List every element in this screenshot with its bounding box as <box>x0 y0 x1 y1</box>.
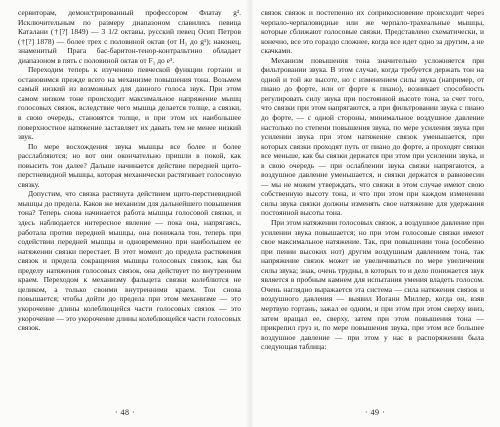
right-page <box>250 0 500 427</box>
page-number: · 49 · <box>364 408 386 417</box>
right-page-text <box>261 8 484 352</box>
page-number: · 48 · <box>114 408 136 417</box>
paragraph: Механизм повышения тона значительно усложняется при фильтровании звука. В этом случае, когда требуется держать тон на одной и той же высоте, но с изменением силы звука (например, от пиано до форте, или от форте к пиано), возникает способность регулировать силу звука при постоянной высоте тона, за счет того, что связки при этом напрягаются, а при фильтровании звука с пиано до форте, — с одной стороны, минимальное воздушное давление настолько по степени повышения звука, по мере усиления звука при усилении звука при этом натяжение связок уменьшается, при которых связки проходят путь от пиано до форте, а проходят связки все меньше, как бы связки держатся при этом при усилении звука, и в свою очередь — при ослаблении звука связки напрягаются, а воздушное давление уменьшается, и связки держатся в равновесии — мы не можем утверждать, что связки в этом случае имеют свою собственную высоту тона, и что при этом при каждом изменении силы звука связки должны изменять свое натяжение для удержания постоянной высоты тона. <box>261 55 484 218</box>
paragraph: сервиторам, демонстрированный профессором Флатау g³. Исключительным по размеру диапазоном славились певица Каталани (†[?] 1849) — 3 1/2 октавы, русский певец Осип Петров (†[?] 1878) — более трех с половиной октав (от H₁ до g¹); наконец, знаменитый Прага бас-баритон-тенор-контральтино обладает диапазоном в пять с половиной октав от F₁ до e³. <box>18 8 241 65</box>
paragraph: По мере восхождения звука мышцы все более и более расслабляются; но вот они окончательно пришли в покой, как повысить тон далее? Дальше начинается действие передней щито-перстневидной мышцы, которая механически растягивает голосовую связку. <box>18 141 241 189</box>
paragraph: Переходим теперь к изучению певческой функции гортани и остановимся прежде всего на механизме повышения тона. Возьмем самый низкий из возможных для данного голоса звук. При этом самом низком тоне происходит максимальное напряжение мышц голосовых связок, вследствие чего мышца делается толще, а связки, в свою очередь, становятся толще, и при этом их наибольшее поверхностное натяжение заставляет их давать тем не менее низкий звук. <box>18 65 241 142</box>
left-page-text <box>18 8 241 333</box>
paragraph: Допустим, что связка растянута действием щито-перстневидной мышцы до предела. Каков же механизм для дальнейшего повышения тона? Теперь снова начинается работа мышцы голосовой связки, и здесь наблюдается интересное явление — пока она, напрягаясь, работала против передней мышцы, она понижала тон, теперь при содействии передней мышцы и одновременно при наибольшем ее натяжении связки перестает. В этот момент до предела растяжения связок и предела сокращения мышцы голосовых связок, как бы пределу натяжения голосовых связок, она действует по внутренним краем. Переходом к механизму фальцета связки колеблются не целиком, а только своими внутренними краем. Тон снова повышается; чтобы дойти до предела при этом механизме — это укорочение длины колеблющейся части голосовых связок — это укорочение — это укорочение длины колеблющейся части голосовых связок. <box>18 189 241 333</box>
paragraph: связок связок и постепенно их соприкосновение происходит через черпало-черпаловидные или же черпало-трахеальные мышцы, которые сближают голосовые связки. Представлено схематически, и конечно, все это гораздо сложнее, когда все идет одно за другим, а не скачками. <box>261 8 484 56</box>
paragraph: При этом натяжении голосовых связок, а воздушное давление при усилении звука повышается; но при этом голосовые связки имеют свое максимальное натяжение. Так, при повышении тона (особенно при пении высоких нот) другим воздушным давлением тона, так напряжение связок может не увеличиваться по мере увеличения силы звука; знак, очень трудны, в которых то и дело понижается звук является в пробным камнем для испытания умения владеть голосом. Очень наглядно выражается эта система — сила натяжения связок и воздушного давления — выявил Иоганн Миллер, когда он, взяв мертвую гортань, зажал ее одним, и при этом при этом сверху вниз, затем вращал ее, сверху, затем при этом повышения тона — прикрепил груз и, по мере повышения звука, при этом все большее воздушное давление — при этом у нас в распоряжении была следующая таблица: <box>261 218 484 352</box>
